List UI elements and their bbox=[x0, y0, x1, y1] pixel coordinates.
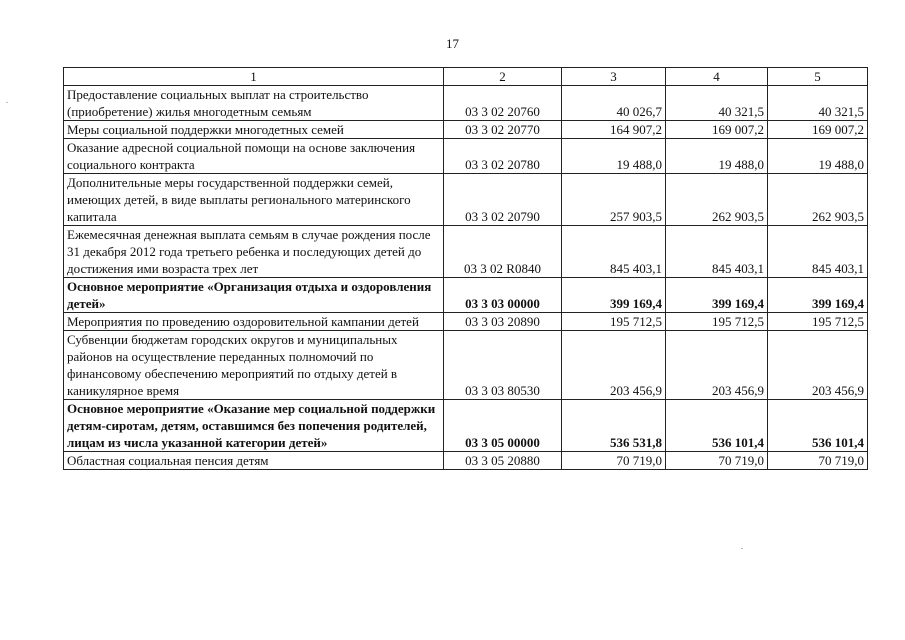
row-value-col4: 40 321,5 bbox=[666, 86, 768, 121]
table-row-main-activity bbox=[64, 400, 868, 452]
row-value-col3: 845 403,1 bbox=[562, 226, 666, 278]
table-row bbox=[64, 452, 868, 470]
row-code: 03 3 02 20760 bbox=[444, 86, 562, 121]
row-value-col4: 70 719,0 bbox=[666, 452, 768, 470]
row-value-col5: 203 456,9 bbox=[768, 331, 868, 400]
row-value-col5: 19 488,0 bbox=[768, 139, 868, 174]
row-name: Меры социальной поддержки многодетных семей bbox=[64, 121, 444, 139]
row-value-col3: 195 712,5 bbox=[562, 313, 666, 331]
row-name: Дополнительные меры государственной поддержки семей, имеющих детей, в виде выплаты регионального материнского капитала bbox=[64, 174, 444, 226]
row-code: 03 3 03 20890 bbox=[444, 313, 562, 331]
row-code: 03 3 02 20780 bbox=[444, 139, 562, 174]
row-name: Ежемесячная денежная выплата семьям в случае рождения после 31 декабря 2012 года третьего ребенка и последующих детей до достижения ими возраста трех лет bbox=[64, 226, 444, 278]
row-name: Основное мероприятие «Организация отдыха и оздоровления детей» bbox=[64, 278, 444, 313]
row-value-col4: 169 007,2 bbox=[666, 121, 768, 139]
row-value-col3: 70 719,0 bbox=[562, 452, 666, 470]
row-value-col4: 262 903,5 bbox=[666, 174, 768, 226]
row-code: 03 3 05 00000 bbox=[444, 400, 562, 452]
row-value-col3: 203 456,9 bbox=[562, 331, 666, 400]
table-row-main-activity bbox=[64, 278, 868, 313]
row-name: Мероприятия по проведению оздоровительной кампании детей bbox=[64, 313, 444, 331]
row-code: 03 3 03 80530 bbox=[444, 331, 562, 400]
row-value-col5: 262 903,5 bbox=[768, 174, 868, 226]
row-value-col5: 195 712,5 bbox=[768, 313, 868, 331]
row-value-col3: 19 488,0 bbox=[562, 139, 666, 174]
row-value-col3: 399 169,4 bbox=[562, 278, 666, 313]
header-col-2: 2 bbox=[444, 68, 562, 86]
row-value-col3: 257 903,5 bbox=[562, 174, 666, 226]
row-value-col4: 203 456,9 bbox=[666, 331, 768, 400]
table-row bbox=[64, 331, 868, 400]
row-value-col4: 195 712,5 bbox=[666, 313, 768, 331]
row-value-col5: 169 007,2 bbox=[768, 121, 868, 139]
table-row bbox=[64, 226, 868, 278]
row-value-col4: 845 403,1 bbox=[666, 226, 768, 278]
row-value-col3: 536 531,8 bbox=[562, 400, 666, 452]
table-row bbox=[64, 86, 868, 121]
row-code: 03 3 05 20880 bbox=[444, 452, 562, 470]
page-number: 17 bbox=[446, 36, 459, 51]
row-name: Основное мероприятие «Оказание мер социальной поддержки детям-сиротам, детям, оставшимся без попечения родителей, лицам из числа указанной категории детей» bbox=[64, 400, 444, 452]
row-code: 03 3 02 20770 bbox=[444, 121, 562, 139]
row-code: 03 3 03 00000 bbox=[444, 278, 562, 313]
header-col-4: 4 bbox=[666, 68, 768, 86]
row-value-col3: 40 026,7 bbox=[562, 86, 666, 121]
row-value-col3: 164 907,2 bbox=[562, 121, 666, 139]
row-value-col4: 19 488,0 bbox=[666, 139, 768, 174]
row-value-col5: 536 101,4 bbox=[768, 400, 868, 452]
row-name: Предоставление социальных выплат на строительство (приобретение) жилья многодетным семьям bbox=[64, 86, 444, 121]
header-col-3: 3 bbox=[562, 68, 666, 86]
row-name: Оказание адресной социальной помощи на основе заключения социального контракта bbox=[64, 139, 444, 174]
scan-speck bbox=[741, 548, 743, 549]
scan-speck bbox=[6, 102, 8, 103]
budget-table bbox=[63, 67, 868, 470]
table-row bbox=[64, 139, 868, 174]
row-value-col4: 399 169,4 bbox=[666, 278, 768, 313]
header-row bbox=[64, 68, 868, 86]
row-value-col4: 536 101,4 bbox=[666, 400, 768, 452]
header-col-1: 1 bbox=[64, 68, 444, 86]
table-row bbox=[64, 174, 868, 226]
table-row bbox=[64, 121, 868, 139]
table-row bbox=[64, 313, 868, 331]
row-value-col5: 845 403,1 bbox=[768, 226, 868, 278]
row-value-col5: 70 719,0 bbox=[768, 452, 868, 470]
row-value-col5: 40 321,5 bbox=[768, 86, 868, 121]
row-code: 03 3 02 20790 bbox=[444, 174, 562, 226]
row-name: Субвенции бюджетам городских округов и муниципальных районов на осуществление переданных полномочий по финансовому обеспечению мероприятий по отдыху детей в каникулярное время bbox=[64, 331, 444, 400]
row-value-col5: 399 169,4 bbox=[768, 278, 868, 313]
row-code: 03 3 02 R0840 bbox=[444, 226, 562, 278]
header-col-5: 5 bbox=[768, 68, 868, 86]
row-name: Областная социальная пенсия детям bbox=[64, 452, 444, 470]
